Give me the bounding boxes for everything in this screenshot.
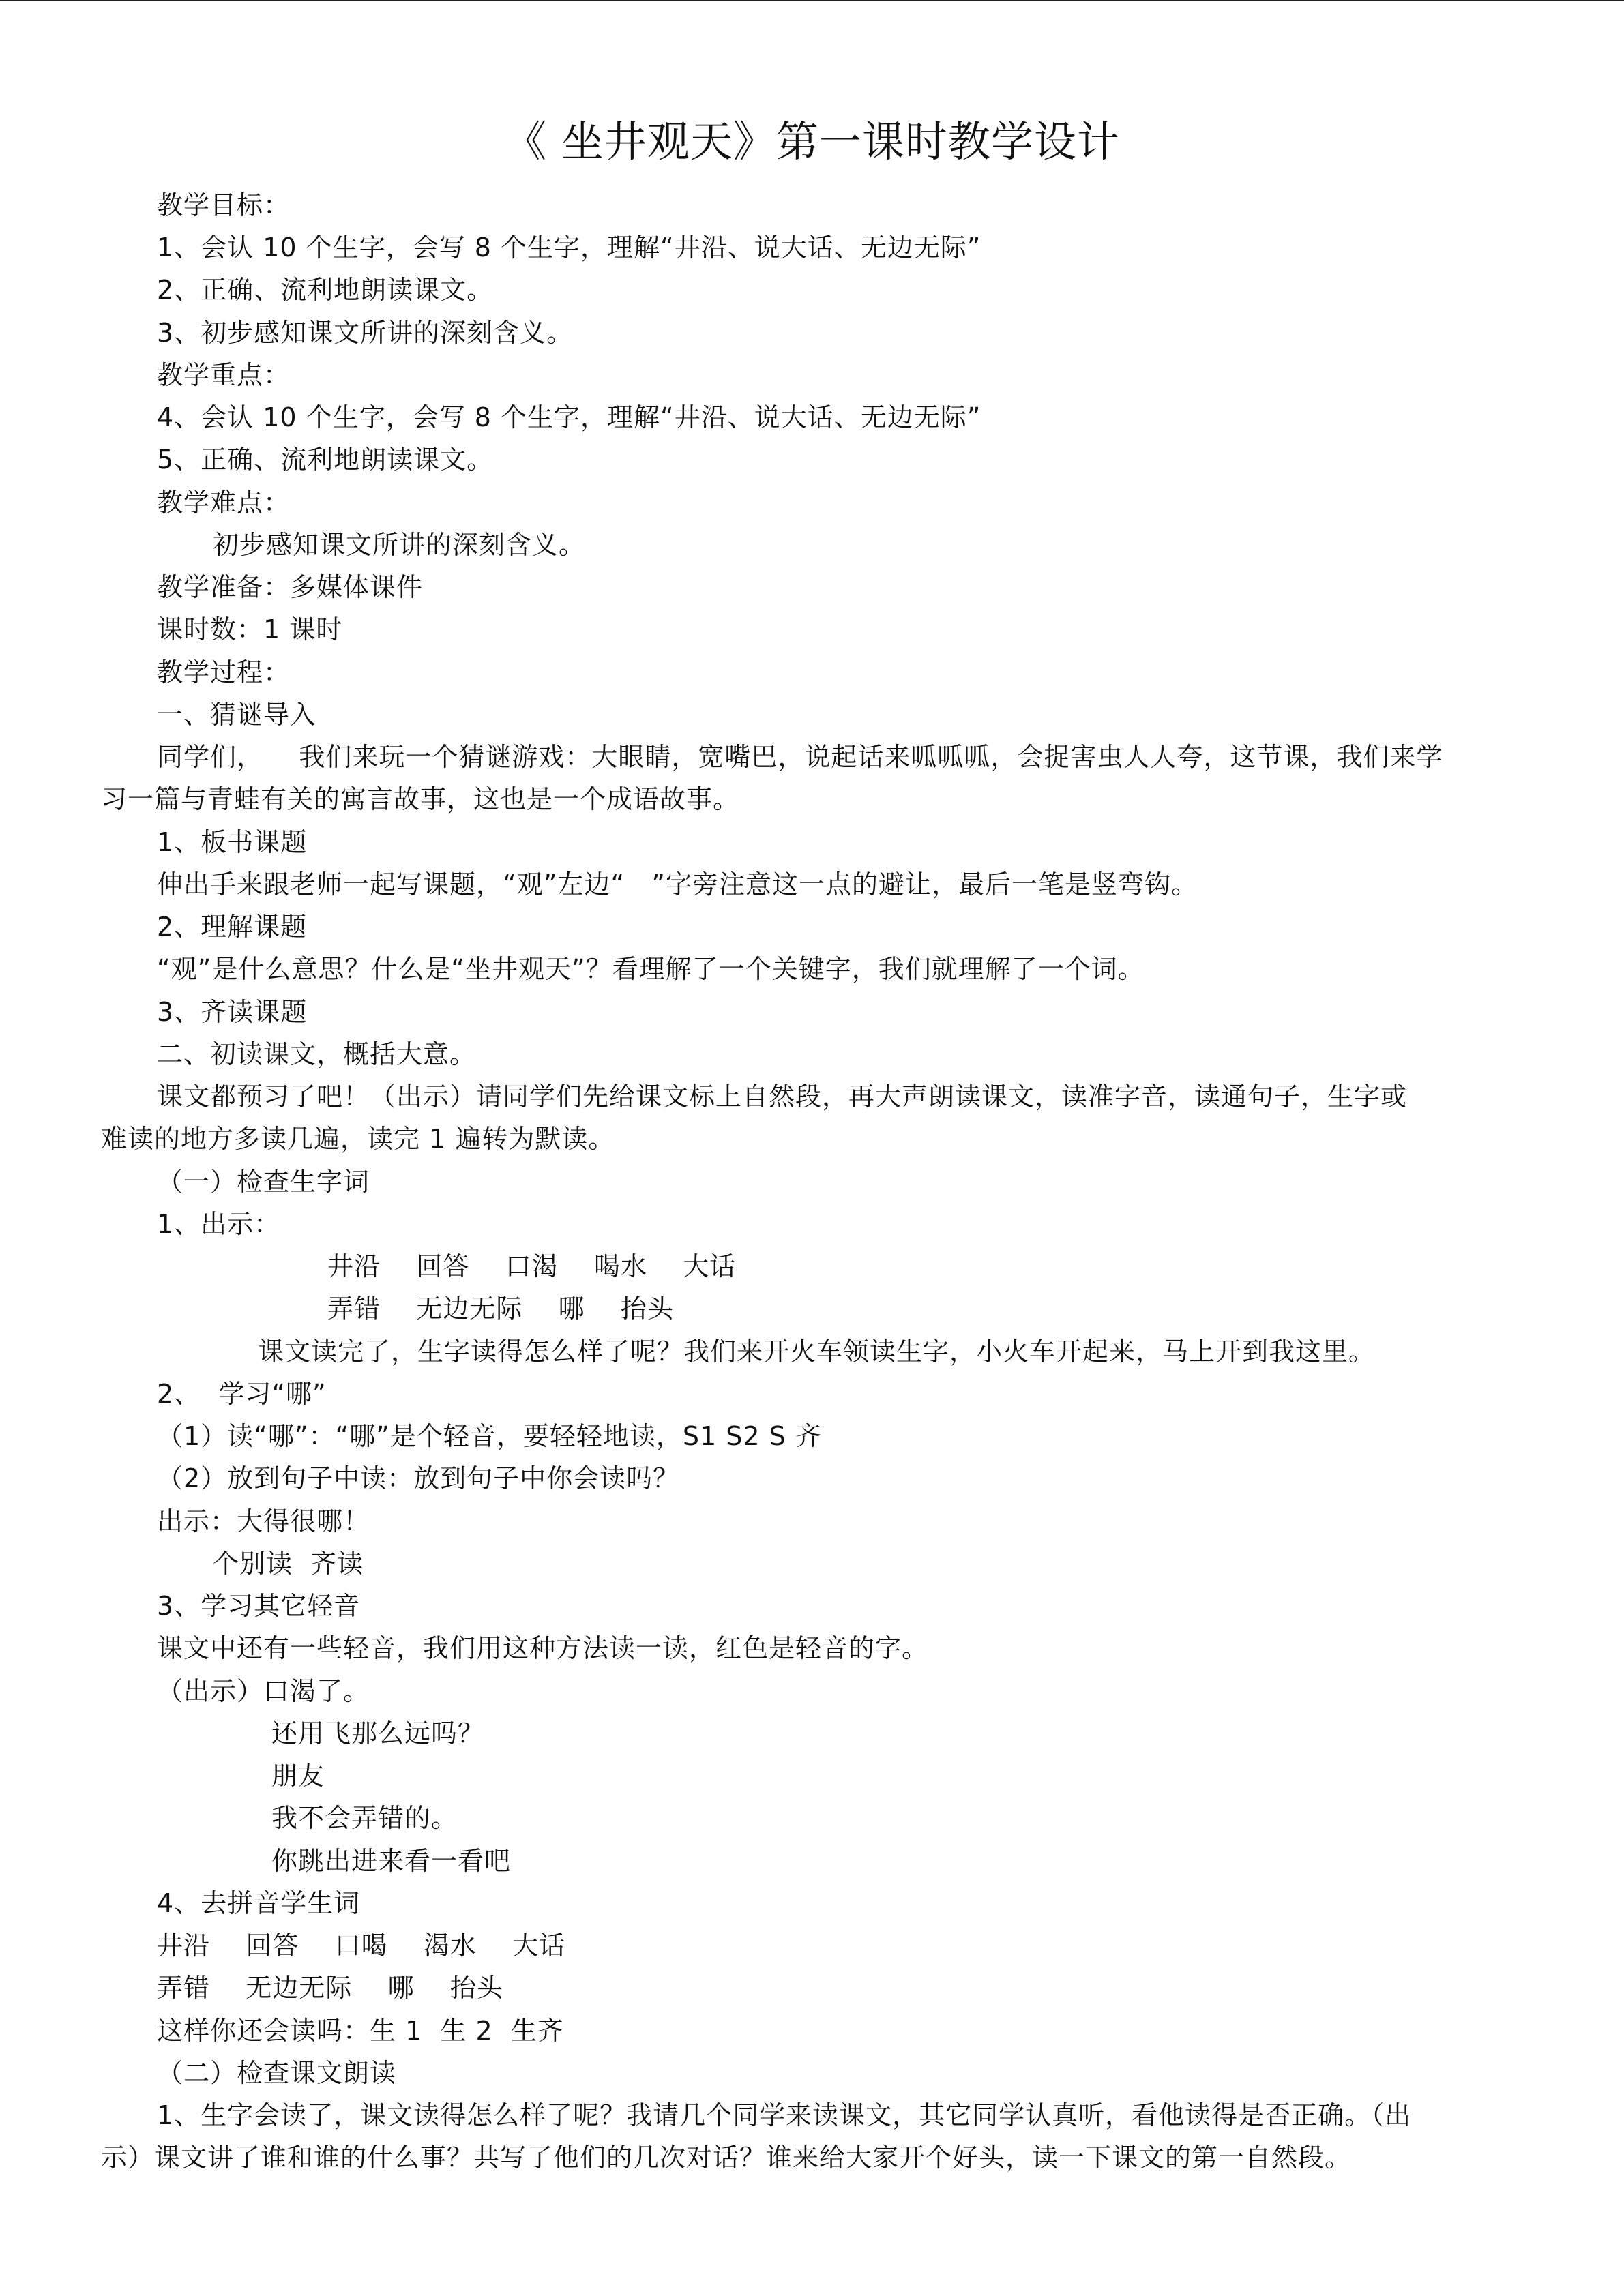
objective-item: 3、初步感知课文所讲的深刻含义。 bbox=[157, 318, 574, 348]
example-line: （出示）口渴了。 bbox=[157, 1676, 370, 1706]
paragraph-line: 1、生字会读了，课文读得怎么样了呢？我请几个同学来读课文，其它同学认真听，看他读得是否正确。（出 bbox=[157, 2100, 1412, 2130]
substep-heading: 1、板书课题 bbox=[157, 827, 308, 857]
paragraph-line: 课文都预习了吧！（出示）请同学们先给课文标上自然段，再大声朗读课文，读准字音，读通句子，生字或 bbox=[157, 1082, 1408, 1112]
vocabulary-row: 井沿 回答 口喝 渴水 大话 bbox=[157, 1930, 566, 1960]
lesson-count-line: 课时数：1 课时 bbox=[157, 614, 343, 644]
section-heading-process: 教学过程： bbox=[157, 657, 291, 687]
section-heading-objectives: 教学目标： bbox=[157, 190, 291, 220]
example-line: 出示：大得很哪！ bbox=[157, 1506, 370, 1536]
objective-item: 1、会认 10 个生字，会写 8 个生字，理解“井沿、说大话、无边无际” bbox=[157, 233, 981, 263]
substep-heading: 2、 学习“哪” bbox=[157, 1379, 327, 1409]
example-line: 个别读 齐读 bbox=[213, 1549, 364, 1579]
paragraph-line: 课文读完了，生字读得怎么样了呢？我们来开火车领读生字，小火车开起来，马上开到我这里。 bbox=[258, 1337, 1376, 1367]
paragraph-line: 习一篇与青蛙有关的寓言故事，这也是一个成语故事。 bbox=[101, 784, 740, 814]
substep-heading: 3、学习其它轻音 bbox=[157, 1591, 361, 1621]
substep-heading: 3、齐读课题 bbox=[157, 997, 308, 1027]
paragraph-line: 难读的地方多读几遍，读完 1 遍转为默读。 bbox=[101, 1124, 615, 1154]
top-border-line bbox=[0, 0, 1624, 1]
paragraph-line: 这样你还会读吗：生 1 生 2 生齐 bbox=[157, 2016, 564, 2046]
paragraph-line: 伸出手来跟老师一起写课题，“观”左边“ ”字旁注意这一点的避让，最后一笔是竖弯钩。 bbox=[157, 869, 1198, 899]
substep-heading: 4、去拼音学生词 bbox=[157, 1888, 361, 1918]
substep-heading: 2、理解课题 bbox=[157, 912, 308, 942]
vocabulary-row: 井沿 回答 口渴 喝水 大话 bbox=[327, 1251, 737, 1281]
section-heading-key-points: 教学重点： bbox=[157, 360, 291, 390]
vocabulary-row: 弄错 无边无际 哪 抬头 bbox=[157, 1973, 503, 2003]
example-line: 我不会弄错的。 bbox=[271, 1803, 458, 1833]
key-point-item: 4、会认 10 个生字，会写 8 个生字，理解“井沿、说大话、无边无际” bbox=[157, 402, 981, 432]
paragraph-line: 同学们， 我们来玩一个猜谜游戏：大眼睛，宽嘴巴，说起话来呱呱呱，会捉害虫人人夸，这节课，我们来学 bbox=[157, 742, 1443, 772]
section-heading-difficulties: 教学难点： bbox=[157, 488, 291, 518]
preparation-line: 教学准备：多媒体课件 bbox=[157, 572, 424, 602]
paragraph-line: 课文中还有一些轻音，我们用这种方法读一读，红色是轻音的字。 bbox=[157, 1633, 929, 1663]
document-title: 《 坐井观天》第一课时教学设计 bbox=[504, 117, 1120, 166]
example-line: 你跳出进来看一看吧 bbox=[271, 1846, 512, 1876]
numbered-item: （2）放到句子中读：放到句子中你会读吗？ bbox=[157, 1463, 680, 1493]
subsection-heading: （二）检查课文朗读 bbox=[157, 2058, 397, 2088]
difficulty-item: 初步感知课文所讲的深刻含义。 bbox=[213, 530, 586, 560]
objective-item: 2、正确、流利地朗读课文。 bbox=[157, 275, 494, 305]
step-heading: 二、初读课文，概括大意。 bbox=[157, 1039, 477, 1069]
paragraph-line: 示）课文讲了谁和谁的什么事？共写了他们的几次对话？谁来给大家开个好头，读一下课文的第一自然段。 bbox=[101, 2143, 1352, 2173]
step-heading: 一、猜谜导入 bbox=[157, 700, 317, 730]
paragraph-line: “观”是什么意思？什么是“坐井观天”？看理解了一个关键字，我们就理解了一个词。 bbox=[157, 954, 1145, 984]
subsection-heading: （一）检查生字词 bbox=[157, 1167, 370, 1197]
example-line: 朋友 bbox=[271, 1761, 325, 1791]
substep-heading: 1、出示： bbox=[157, 1209, 281, 1239]
key-point-item: 5、正确、流利地朗读课文。 bbox=[157, 445, 494, 475]
numbered-item: （1）读“哪”：“哪”是个轻音，要轻轻地读，S1 S2 S 齐 bbox=[157, 1421, 822, 1451]
example-line: 还用飞那么远吗？ bbox=[271, 1718, 485, 1748]
vocabulary-row: 弄错 无边无际 哪 抬头 bbox=[327, 1294, 674, 1324]
